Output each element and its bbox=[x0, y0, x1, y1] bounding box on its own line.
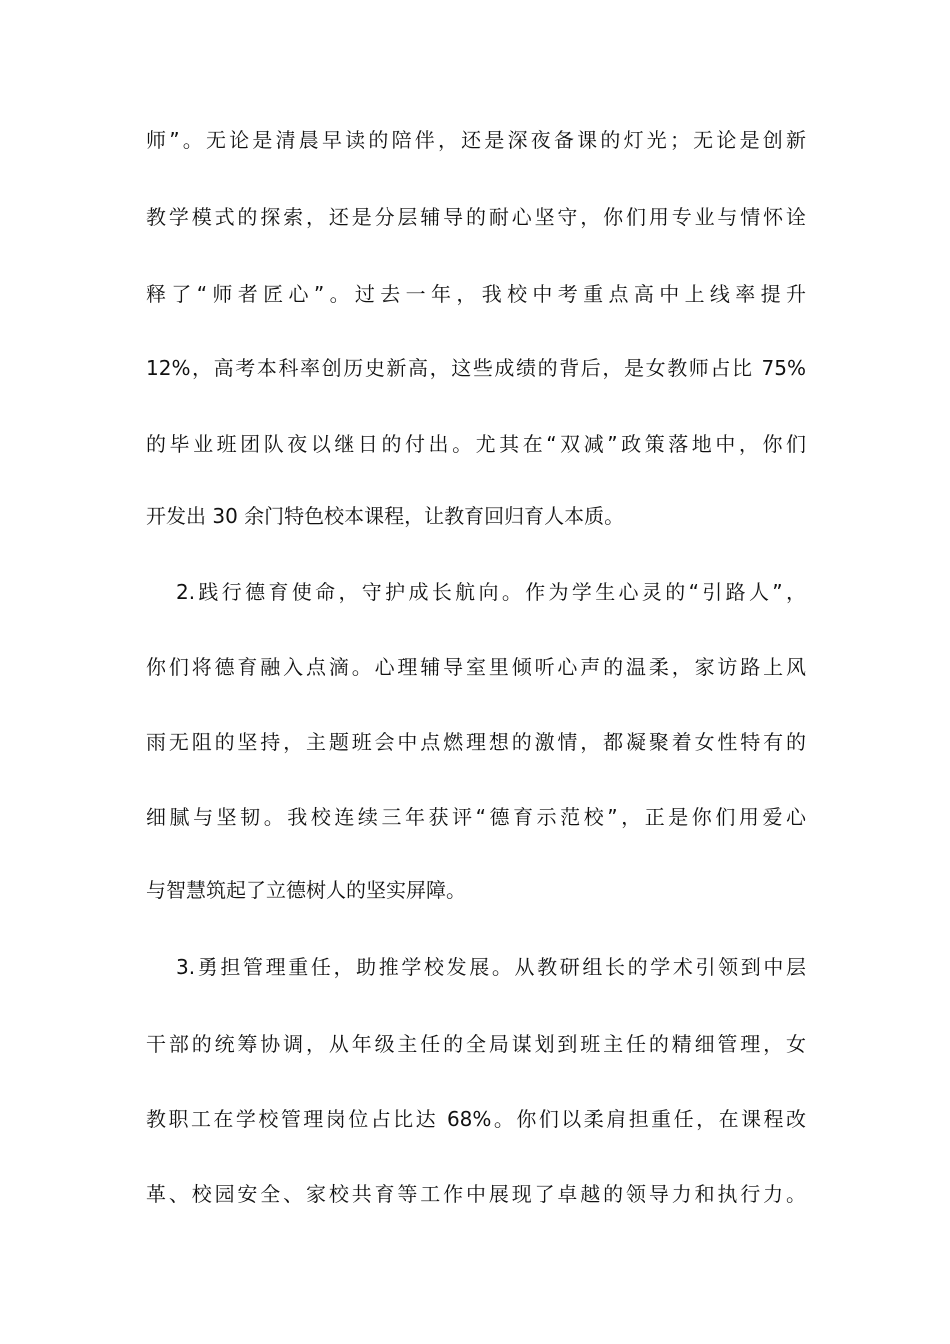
text-line: 师”。无论是清晨早读的陪伴，还是深夜备课的灯光；无论是创新 bbox=[146, 128, 806, 152]
text-line: 与智慧筑起了立德树人的坚实屏障。 bbox=[146, 878, 466, 902]
text-line: 12%，高考本科率创历史新高，这些成绩的背后，是女教师占比 75% bbox=[146, 356, 806, 380]
text-line: 开发出 30 余门特色校本课程，让教育回归育人本质。 bbox=[146, 504, 625, 528]
text-line: 的毕业班团队夜以继日的付出。尤其在“双减”政策落地中，你们 bbox=[146, 432, 806, 456]
paragraph-heading-line: 2.践行德育使命，守护成长航向。作为学生心灵的“引路人”， bbox=[176, 580, 806, 604]
text-line: 你们将德育融入点滴。心理辅导室里倾听心声的温柔，家访路上风 bbox=[146, 655, 806, 679]
text-line: 释了“师者匠心”。过去一年，我校中考重点高中上线率提升 bbox=[146, 282, 806, 306]
text-line: 干部的统筹协调，从年级主任的全局谋划到班主任的精细管理，女 bbox=[146, 1032, 806, 1056]
text-line: 教学模式的探索，还是分层辅导的耐心坚守，你们用专业与情怀诠 bbox=[146, 205, 806, 229]
text-line: 雨无阻的坚持，主题班会中点燃理想的激情，都凝聚着女性特有的 bbox=[146, 730, 806, 754]
paragraph-heading-line: 3.勇担管理重任，助推学校发展。从教研组长的学术引领到中层 bbox=[176, 955, 806, 979]
text-line: 教职工在学校管理岗位占比达 68%。你们以柔肩担重任，在课程改 bbox=[146, 1107, 806, 1131]
text-line: 革、校园安全、家校共育等工作中展现了卓越的领导力和执行力。 bbox=[146, 1182, 806, 1206]
text-line: 细腻与坚韧。我校连续三年获评“德育示范校”，正是你们用爱心 bbox=[146, 805, 806, 829]
